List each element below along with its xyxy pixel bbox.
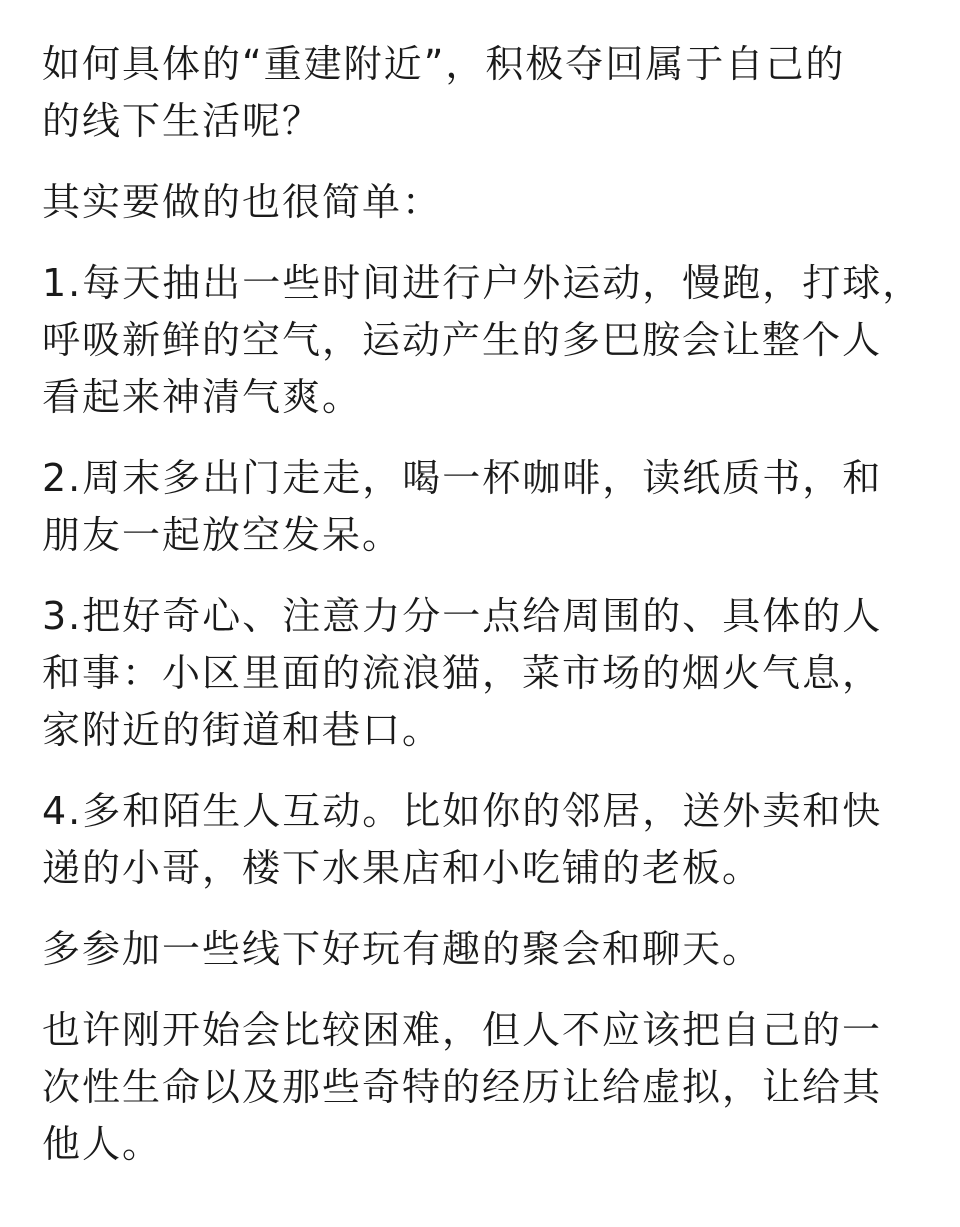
paragraph-line: 家附近的街道和巷口。 (42, 708, 443, 752)
paragraph-line: 次性生命以及那些奇特的经历让给虚拟，让给其 (42, 1065, 883, 1109)
paragraph-tip-3 (42, 588, 920, 759)
paragraph-line: 朋友一起放空发呆。 (42, 513, 403, 557)
paragraph-line: 1.每天抽出一些时间进行户外运动，慢跑，打球， (42, 261, 923, 305)
paragraph-line: 和事：小区里面的流浪猫，菜市场的烟火气息， (42, 651, 883, 695)
paragraph-tip-4 (42, 783, 920, 897)
paragraph-line: 他人。 (42, 1122, 163, 1166)
paragraph-line: 呼吸新鲜的空气，运动产生的多巴胺会让整个人 (42, 318, 883, 362)
paragraph-line: 递的小哥，楼下水果店和小吃铺的老板。 (42, 846, 763, 890)
paragraph-intro-answer (42, 174, 920, 231)
paragraph-conclusion (42, 1002, 920, 1173)
paragraph-line: 2.周末多出门走走，喝一杯咖啡，读纸质书，和 (42, 456, 883, 500)
paragraph-tip-1 (42, 255, 923, 426)
paragraph-line: 其实要做的也很简单： (42, 180, 443, 224)
paragraph-line: 的线下生活呢？ (42, 99, 323, 143)
paragraph-line: 多参加一些线下好玩有趣的聚会和聊天。 (42, 927, 763, 971)
paragraph-line: 3.把好奇心、注意力分一点给周围的、具体的人 (42, 594, 883, 638)
paragraph-line: 4.多和陌生人互动。比如你的邻居，送外卖和快 (42, 789, 883, 833)
paragraph-line: 看起来神清气爽。 (42, 375, 363, 419)
paragraph-tip-2 (42, 450, 920, 564)
paragraph-line: 也许刚开始会比较困难，但人不应该把自己的一 (42, 1008, 883, 1052)
paragraph-gatherings (42, 921, 920, 978)
paragraph-line: 如何具体的“重建附近”，积极夺回属于自己的 (42, 42, 846, 86)
paragraph-intro-question (42, 36, 920, 150)
